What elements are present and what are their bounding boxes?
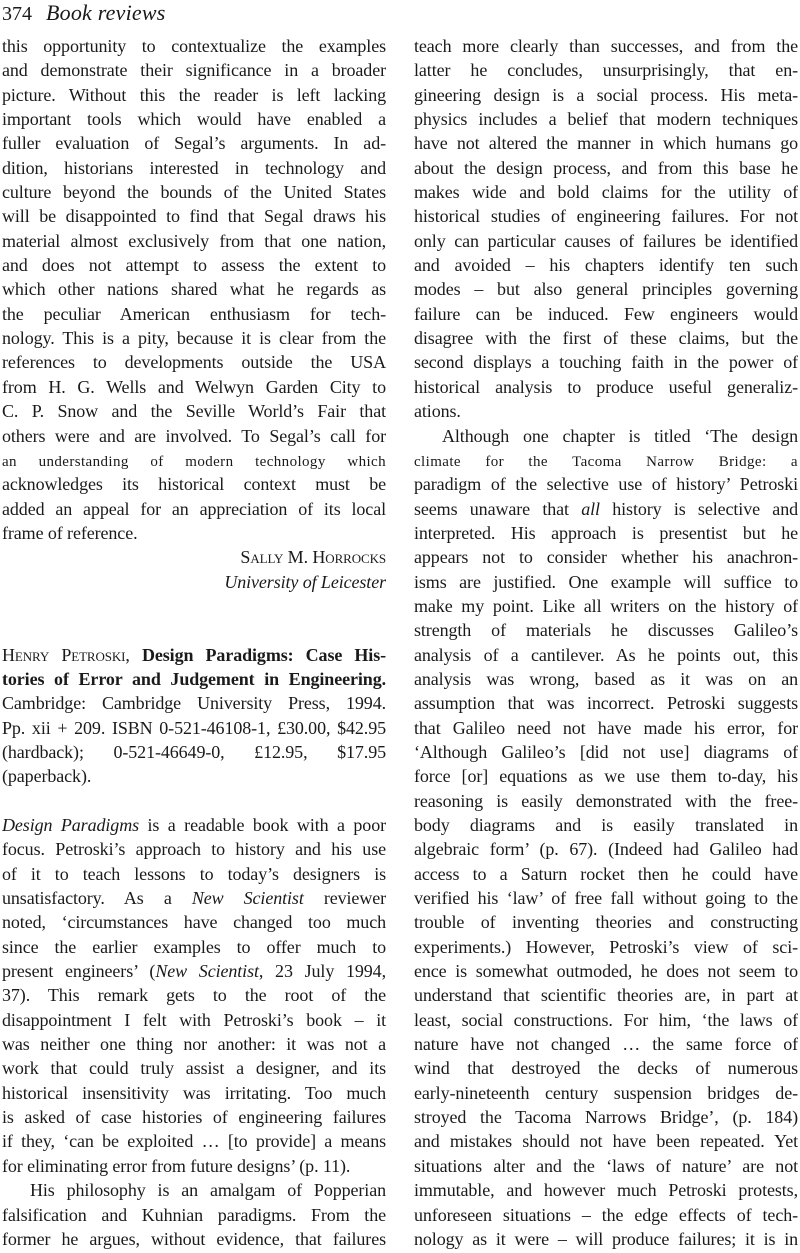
text-span: which other nations shared what he regards as [2, 279, 386, 300]
text-line [2, 302, 386, 326]
text-line [2, 156, 386, 180]
text-span: seems unaware that [414, 498, 582, 519]
text-line [414, 1129, 798, 1153]
text-line [2, 886, 386, 910]
text-line [2, 472, 386, 496]
text-span: acknowledges its historical context must be [2, 474, 386, 495]
text-span: others were and are involved. To Segal’s call for [2, 425, 386, 446]
text-line [414, 302, 798, 326]
text-span: is a readable book with a poor [139, 815, 386, 835]
text-line [2, 716, 386, 740]
text-line [414, 229, 798, 253]
text-span: Cambridge: Cambridge University Press, 1994. [2, 693, 386, 714]
text-span: Design Paradigms: Case His- [141, 644, 386, 665]
text-line [414, 740, 798, 764]
text-line [414, 1178, 798, 1202]
text-line [2, 1081, 386, 1105]
text-line [414, 570, 798, 594]
text-line [2, 1105, 386, 1129]
text-span: Although one chapter is titled ‘The design [442, 425, 798, 446]
text-span: about the design process, and from this base he [414, 157, 798, 178]
left-column [2, 34, 386, 1251]
text-line [2, 1129, 386, 1153]
text-line [414, 691, 798, 715]
text-span: (hardback); 0-521-46649-0, £12.95, $17.95 [2, 741, 386, 762]
text-span: immutable, and however much Petroski protests, [414, 1180, 798, 1201]
text-span: have not altered the manner in which humans go [414, 133, 798, 154]
text-line [414, 935, 798, 959]
text-span: ‘Although Galileo’s [did not use] diagrams of [414, 741, 798, 762]
text-line [2, 34, 386, 58]
text-span: tories of Error and Judgement in Engineering. [2, 668, 386, 689]
text-span: wind that destroyed the decks of numerous [414, 1058, 798, 1079]
text-line [414, 545, 798, 569]
text-span: second displays a touching faith in the power of [414, 352, 798, 373]
text-line [414, 1105, 798, 1129]
text-span: if they, ‘can be exploited … [to provide] a means [2, 1131, 386, 1152]
text-line [414, 643, 798, 667]
text-span: Henry Petroski [2, 644, 126, 665]
text-span: reviewer [303, 888, 386, 909]
text-span: access to a Saturn rocket then he could have [414, 863, 798, 884]
blank-line [2, 618, 386, 642]
text-line [414, 399, 798, 423]
text-span: unsatisfactory. As a [2, 888, 192, 909]
text-span: makes wide and bold claims for the utility of [414, 182, 798, 203]
text-span: picture. Without this the reader is left lacking [2, 84, 386, 105]
text-line [414, 1203, 798, 1227]
text-line [2, 935, 386, 959]
text-span: the peculiar American enthusiasm for tech- [2, 303, 386, 324]
text-span: stroyed the Tacoma Narrows Bridge’, (p. 184) [414, 1107, 798, 1128]
text-line [414, 58, 798, 82]
text-line [2, 837, 386, 861]
text-line [2, 691, 386, 715]
text-span: and demonstrate their significance in a broader [2, 60, 386, 81]
text-span: New Scientist [155, 961, 259, 982]
text-line [414, 886, 798, 910]
text-line [414, 1081, 798, 1105]
text-span: noted, ‘circumstances have changed too much [2, 912, 386, 933]
text-span: work that could truly assist a designer, and its [2, 1058, 386, 1079]
text-line [2, 1008, 386, 1032]
text-line [414, 716, 798, 740]
text-line [2, 448, 386, 472]
text-span: understand that scientific theories are, in part at [414, 985, 798, 1006]
text-span: (paperback). [2, 766, 92, 787]
text-line [414, 204, 798, 228]
text-line [414, 83, 798, 107]
text-line [2, 1032, 386, 1056]
text-span: His philosophy is an amalgam of Popperian [30, 1180, 386, 1201]
text-span: latter he concludes, unsurprisingly, that en- [414, 60, 798, 81]
text-span: important tools which would have enabled a [2, 109, 386, 130]
right-column [414, 34, 798, 1251]
text-line [2, 424, 386, 448]
text-span: was neither one thing nor another: it was not a [2, 1034, 386, 1055]
text-span: former he argues, without evidence, that failures [2, 1228, 386, 1249]
text-span: present engineers’ ( [2, 961, 156, 982]
text-line [414, 983, 798, 1007]
text-span: least, social constructions. For him, ‘the laws of [414, 1009, 798, 1030]
text-span: for eliminating error from future designs’ (p. 11). [2, 1155, 351, 1176]
text-line [2, 813, 386, 837]
text-line [2, 58, 386, 82]
text-line [2, 910, 386, 934]
text-span: disappointment I felt with Petroski’s book – it [2, 1009, 386, 1030]
text-line [2, 326, 386, 350]
text-line [414, 424, 798, 448]
text-line [414, 156, 798, 180]
text-line [2, 131, 386, 155]
text-line [2, 253, 386, 277]
text-span: 37). This remark gets to the root of the [2, 985, 386, 1006]
blank-line [2, 594, 386, 618]
text-span: New Scientist [191, 888, 304, 909]
text-span: body diagrams and is easily translated in [414, 815, 798, 835]
text-span: physics includes a belief that modern techniques [414, 109, 798, 130]
text-span: added an appeal for an appreciation of its local [2, 498, 386, 519]
text-span: analysis of a cantilever. As he points out, this [414, 644, 798, 665]
text-span: that Galileo need not have made his error, for [414, 717, 798, 738]
text-span: references to developments outside the USA [2, 352, 386, 373]
text-span: , [125, 644, 142, 665]
running-title: Book reviews [46, 0, 166, 25]
blank-line [2, 789, 386, 813]
text-line [414, 789, 798, 813]
text-line [414, 497, 798, 521]
text-span: dition, historians interested in technology and [2, 157, 386, 178]
text-line [2, 399, 386, 423]
text-span: an understanding of modern technology which [2, 453, 386, 470]
text-line [2, 1178, 386, 1202]
text-line [2, 497, 386, 521]
text-line [414, 764, 798, 788]
text-span: teach more clearly than successes, and from the [414, 36, 798, 56]
text-line [414, 1227, 798, 1251]
text-span: Sally M. Horrocks [240, 547, 386, 568]
text-line [414, 594, 798, 618]
text-line [414, 862, 798, 886]
text-span: University of Leicester [224, 571, 386, 592]
text-line [2, 643, 386, 667]
text-line [414, 326, 798, 350]
text-span: of it to teach lessons to today’s designers is [2, 863, 386, 884]
text-span: historical analysis to produce useful generaliz- [414, 376, 798, 397]
text-line [2, 229, 386, 253]
text-line [414, 1154, 798, 1178]
text-span: trouble of inventing theories and constructing [414, 912, 798, 933]
text-span: and does not attempt to assess the extent to [2, 255, 386, 276]
text-span: ence is somewhat outmoded, he does not seem to [414, 961, 798, 982]
text-span: assumption that was incorrect. Petroski suggests [414, 693, 798, 714]
text-span: verified his ‘law’ of free fall without going to the [414, 888, 798, 909]
text-line [2, 959, 386, 983]
text-span: will be disappointed to find that Segal draws his [2, 206, 386, 227]
text-span: ations. [414, 401, 461, 422]
text-line [414, 34, 798, 58]
text-span: gineering design is a social process. His meta- [414, 84, 798, 105]
text-span: strength of materials he discusses Galileo’s [414, 620, 798, 641]
text-line [414, 253, 798, 277]
text-span: early-nineteenth century suspension bridges de- [414, 1082, 798, 1103]
text-line [2, 983, 386, 1007]
text-line [414, 131, 798, 155]
text-span: is asked of case histories of engineering failures [2, 1107, 386, 1128]
text-line [2, 180, 386, 204]
text-line [414, 472, 798, 496]
text-span: culture beyond the bounds of the United States [2, 182, 386, 203]
text-span: nology as it were – will produce failures; it is in [414, 1228, 798, 1249]
text-line [2, 277, 386, 301]
text-line [2, 83, 386, 107]
text-span: this opportunity to contextualize the examples [2, 36, 386, 56]
text-line [2, 521, 386, 545]
text-line [2, 1203, 386, 1227]
text-span: from H. G. Wells and Welwyn Garden City to [2, 376, 386, 397]
text-span: analysis was wrong, based as it was on an [414, 668, 798, 689]
text-line [414, 521, 798, 545]
text-line [2, 1056, 386, 1080]
text-span: nology. This is a pity, because it is clear from the [2, 328, 386, 349]
text-span: unforeseen situations – the edge effects of tech- [414, 1204, 798, 1225]
text-span: Design Paradigms [2, 815, 139, 835]
page-header [2, 0, 166, 30]
text-span: material almost exclusively from that one nation, [2, 230, 386, 251]
text-line [2, 1227, 386, 1251]
text-span: history is selective and [599, 498, 798, 519]
text-span: algebraic form’ (p. 67). (Indeed had Galileo had [414, 839, 798, 860]
text-line [2, 570, 386, 594]
text-line [2, 764, 386, 788]
text-line [2, 107, 386, 131]
text-line [414, 350, 798, 374]
text-span: frame of reference. [2, 522, 138, 543]
text-span: failure can be induced. Few engineers would [414, 303, 798, 324]
text-line [2, 350, 386, 374]
text-span: falsification and Kuhnian paradigms. From the [2, 1204, 386, 1225]
text-line [414, 375, 798, 399]
text-span: make my point. Like all writers on the history of [414, 595, 798, 616]
text-span: paradigm of the selective use of history’ Petroski [414, 474, 798, 495]
text-line [414, 180, 798, 204]
text-span: historical studies of engineering failures. For not [414, 206, 798, 227]
page-number: 374 [2, 3, 32, 25]
text-span: interpreted. His approach is presentist but he [414, 522, 798, 543]
text-span: only can particular causes of failures be identified [414, 230, 798, 251]
text-span: and mistakes should not have been repeated. Yet [414, 1131, 798, 1152]
text-line [2, 375, 386, 399]
text-line [2, 545, 386, 569]
text-span: Pp. xii + 209. ISBN 0-521-46108-1, £30.00, $42.95 [2, 717, 386, 738]
text-span: force [or] equations as we use them to-day, his [414, 766, 798, 787]
text-line [414, 1056, 798, 1080]
text-line [414, 107, 798, 131]
text-line [2, 862, 386, 886]
text-span: climate for the Tacoma Narrow Bridge: a [414, 453, 798, 470]
text-line [2, 740, 386, 764]
text-span: historical insensitivity was irritating. Too much [2, 1082, 386, 1103]
text-line [2, 1154, 386, 1178]
text-span: nature have not changed … the same force of [414, 1034, 798, 1055]
text-line [414, 837, 798, 861]
text-line [414, 910, 798, 934]
text-line [414, 618, 798, 642]
text-span: isms are justified. One example will suffice to [414, 571, 798, 592]
text-span: appears not to consider whether his anachron- [414, 547, 798, 568]
text-span: , 23 July 1994, [258, 961, 386, 982]
text-line [2, 667, 386, 691]
text-line [414, 959, 798, 983]
text-span: focus. Petroski’s approach to history and his use [2, 839, 386, 860]
text-line [414, 667, 798, 691]
text-line [414, 1008, 798, 1032]
text-span: reasoning is easily demonstrated with the free- [414, 790, 798, 811]
text-line [414, 277, 798, 301]
text-line [414, 1032, 798, 1056]
text-span: disagree with the first of these claims, but the [414, 328, 798, 349]
text-span: all [581, 498, 600, 519]
text-span: C. P. Snow and the Seville World’s Fair that [2, 401, 386, 422]
text-line [414, 448, 798, 472]
text-span: modes – but also general principles governing [414, 279, 798, 300]
text-span: situations alter and the ‘laws of nature’ are not [414, 1155, 798, 1176]
text-span: since the earlier examples to offer much to [2, 936, 386, 957]
text-span: and avoided – his chapters identify ten such [414, 255, 798, 276]
text-line [414, 813, 798, 837]
text-line [2, 204, 386, 228]
text-span: fuller evaluation of Segal’s arguments. In ad- [2, 133, 386, 154]
text-span: experiments.) However, Petroski’s view of sci- [414, 936, 798, 957]
